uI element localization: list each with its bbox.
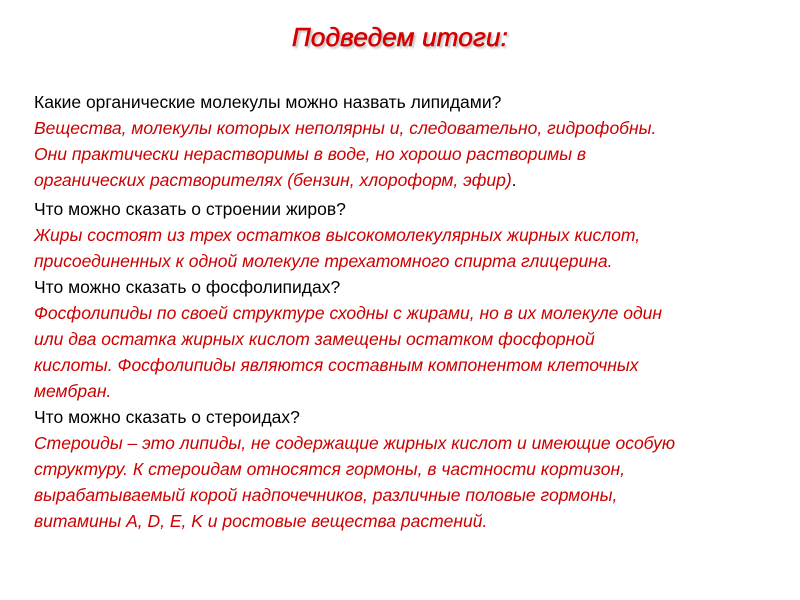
- answer-lipids-line-3: [34, 167, 784, 193]
- question-phospholipids: Что можно сказать о фосфолипидах?: [34, 277, 341, 297]
- answer-lipids-line-3-text: органических растворителях (бензин, хлороформ, эфир): [34, 170, 512, 190]
- answer-phospholipids-line-3: кислоты. Фосфолипиды являются составным компонентом клеточных: [34, 355, 639, 375]
- answer-fats-line-1: Жиры состоят из трех остатков высокомолекулярных жирных кислот,: [34, 225, 641, 245]
- answer-phospholipids-line-4: мембран.: [34, 381, 112, 401]
- answer-phospholipids-line-1: Фосфолипиды по своей структуре сходны с жирами, но в их молекуле один: [34, 303, 663, 323]
- slide-content: [34, 89, 784, 534]
- answer-phospholipids-line-2: или два остатка жирных кислот замещены остатком фосфорной: [34, 329, 595, 349]
- answer-lipids-period: .: [511, 170, 517, 190]
- question-lipids: Какие органические молекулы можно назвать липидами?: [34, 92, 502, 112]
- answer-steroids-line-1: Стероиды – это липиды, не содержащие жирных кислот и имеющие особую: [34, 433, 676, 453]
- answer-steroids-line-4: витамины А, D, E, K и ростовые вещества растений.: [34, 511, 488, 531]
- answer-steroids-line-2: структуру. К стероидам относятся гормоны, в частности кортизон,: [34, 459, 625, 479]
- answer-fats-line-2: присоединенных к одной молекуле трехатомного спирта глицерина.: [34, 251, 613, 271]
- answer-steroids-line-3: вырабатываемый корой надпочечников, различные половые гормоны,: [34, 485, 618, 505]
- answer-lipids-line-2: Они практически нерастворимы в воде, но хорошо растворимы в: [34, 144, 587, 164]
- answer-lipids-line-1: Вещества, молекулы которых неполярны и, следовательно, гидрофобны.: [34, 118, 657, 138]
- slide-title: Подведем итоги:: [291, 22, 509, 52]
- question-steroids: Что можно сказать о стероидах?: [34, 407, 300, 427]
- question-fats: Что можно сказать о строении жиров?: [34, 199, 346, 219]
